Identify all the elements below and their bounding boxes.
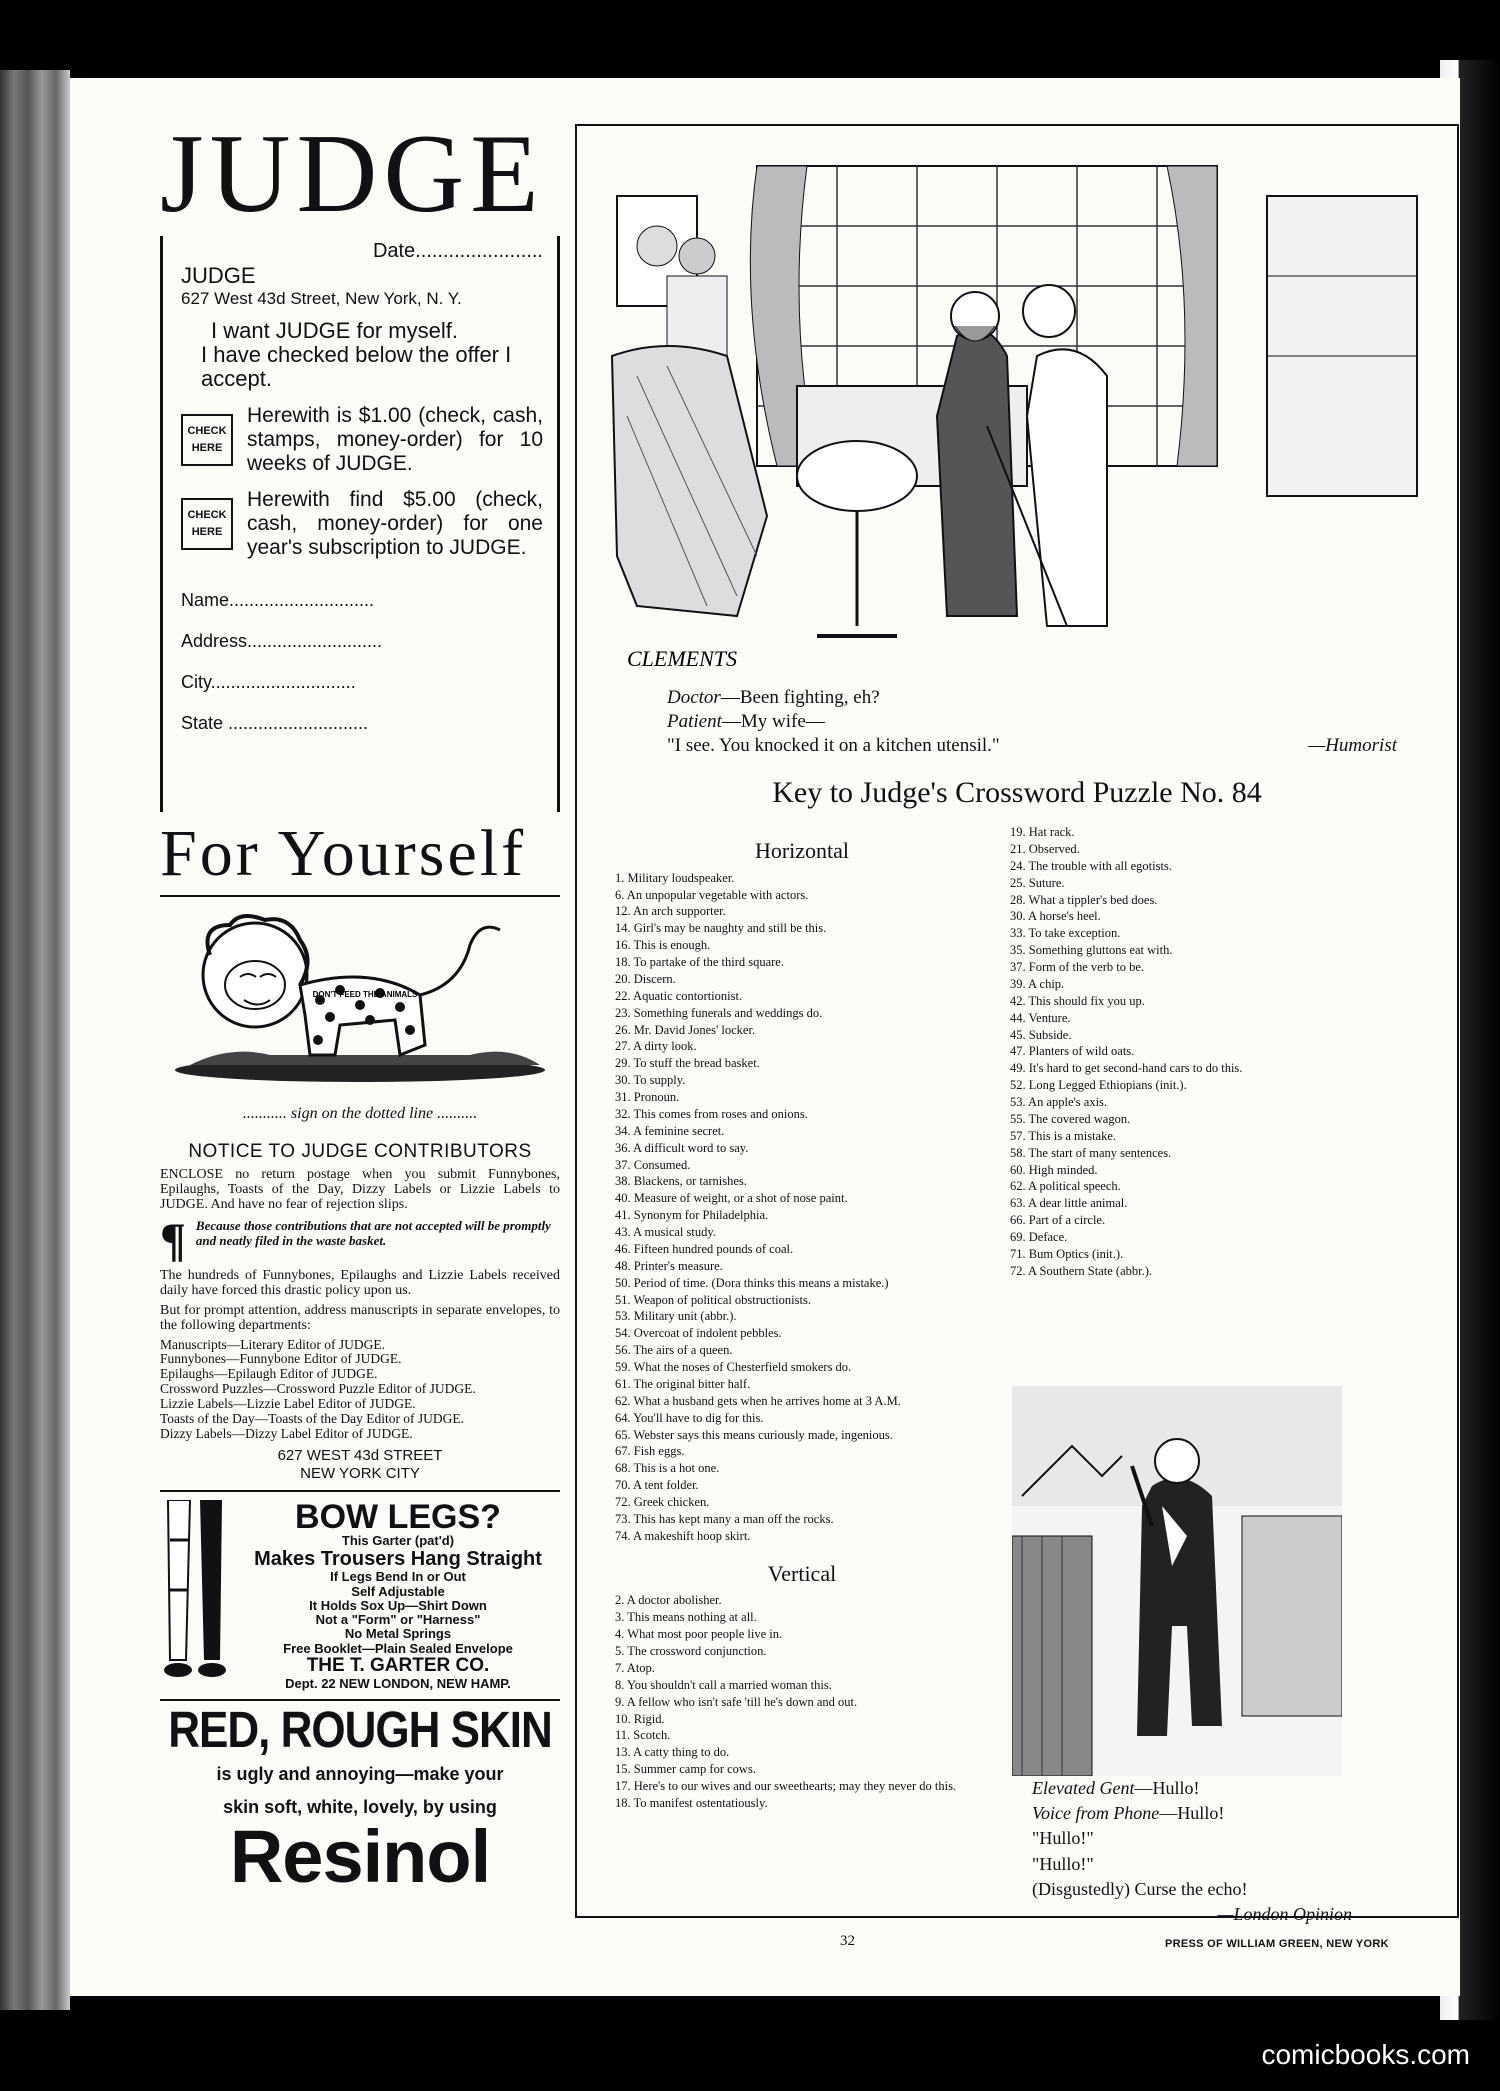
clue-item: 20. Discern. bbox=[615, 971, 676, 986]
clue-item: 38. Blackens, or tarnishes. bbox=[615, 1174, 747, 1189]
clue-item: 16. This is enough. bbox=[615, 938, 711, 953]
clue-item: 72. A Southern State (abbr.). bbox=[1010, 1263, 1152, 1278]
bow-legs-text bbox=[236, 1497, 560, 1691]
legs-illustration bbox=[160, 1500, 230, 1680]
notice-address bbox=[160, 1447, 560, 1482]
clue-item: 29. To stuff the bread basket. bbox=[615, 1056, 760, 1071]
contributors-notice bbox=[160, 1141, 560, 1482]
bow-legs-line: Self Adjustable bbox=[351, 1583, 445, 1599]
coupon-want-line: I want JUDGE for myself. bbox=[211, 318, 458, 343]
clue-item: 12. An arch supporter. bbox=[615, 904, 726, 919]
dept-line: Lizzie Labels—Lizzie Label Editor of JUDGE. bbox=[160, 1395, 416, 1411]
clue-item: 21. Observed. bbox=[1010, 841, 1080, 856]
notice-italic: Because those contributions that are not accepted will be promptly and neatly filed in the waste basket. bbox=[195, 1217, 551, 1248]
clue-item: 61. The original bitter half. bbox=[615, 1376, 751, 1391]
clue-item: 10. Rigid. bbox=[615, 1711, 665, 1726]
clue-item: 41. Synonym for Philadelphia. bbox=[615, 1208, 769, 1223]
name-field[interactable]: Name............................. bbox=[181, 590, 375, 611]
clue-item: 53. Military unit (abbr.). bbox=[615, 1309, 737, 1324]
bow-legs-line: If Legs Bend In or Out bbox=[330, 1569, 466, 1585]
right-column-frame bbox=[575, 124, 1459, 1924]
horizontal-heading: Horizontal bbox=[754, 838, 850, 863]
vertical-clue-list bbox=[617, 1592, 987, 1811]
bow-legs-line: It Holds Sox Up—Shirt Down bbox=[309, 1597, 487, 1613]
phone-cartoon-illustration bbox=[1012, 1386, 1342, 1776]
notice-paragraph: ENCLOSE no return postage when you submit Funnybones, Epilaughs, Toasts of the Day, Dizzy Labels or Lizzie Labels to JUDGE. And have no fear of rejection slips. bbox=[160, 1166, 560, 1213]
clue-item: 42. This should fix you up. bbox=[1010, 993, 1145, 1008]
bow-legs-ad bbox=[160, 1490, 560, 1701]
clue-item: 62. What a husband gets when he arrives home at 3 A.M. bbox=[615, 1393, 901, 1408]
clue-item: 13. A catty thing to do. bbox=[615, 1745, 730, 1760]
dept-line: Crossword Puzzles—Crossword Puzzle Editor of JUDGE. bbox=[160, 1381, 476, 1397]
pilcrow-mark: ¶ bbox=[160, 1213, 186, 1267]
notice-address-city: NEW YORK CITY bbox=[300, 1464, 420, 1482]
subscription-coupon bbox=[160, 236, 560, 812]
clue-item: 11. Scotch. bbox=[615, 1728, 671, 1743]
clue-item: 70. A tent folder. bbox=[615, 1478, 699, 1493]
clue-item: 23. Something funerals and weddings do. bbox=[615, 1005, 823, 1020]
clue-item: 36. A difficult word to say. bbox=[615, 1140, 749, 1155]
caption-source: —London Opinion bbox=[1217, 1903, 1352, 1924]
caption-source: —Humorist bbox=[1308, 734, 1397, 756]
bow-legs-line: Not a "Form" or "Harness" bbox=[315, 1612, 481, 1628]
clue-item: 18. To manifest ostentatiously. bbox=[615, 1795, 768, 1810]
notice-address-street: 627 WEST 43d STREET bbox=[277, 1447, 443, 1465]
caption-line: Doctor—Been fighting, eh? bbox=[667, 687, 880, 708]
doctor-cartoon-illustration bbox=[607, 156, 1427, 686]
dept-line: Manuscripts—Literary Editor of JUDGE. bbox=[160, 1336, 385, 1352]
clue-item: 64. You'll have to dig for this. bbox=[615, 1410, 764, 1425]
site-watermark: comicbooks.com bbox=[1261, 2039, 1470, 2070]
clue-item: 6. An unpopular vegetable with actors. bbox=[615, 887, 809, 902]
notice-paragraph: But for prompt attention, address manuscripts in separate envelopes, to the following departments: bbox=[160, 1302, 560, 1334]
clue-item: 44. Venture. bbox=[1010, 1010, 1071, 1025]
clue-item: 7. Atop. bbox=[615, 1660, 655, 1675]
clue-item: 40. Measure of weight, or a shot of nose paint. bbox=[615, 1191, 848, 1206]
clue-item: 52. Long Legged Ethiopians (init.). bbox=[1010, 1078, 1187, 1093]
clue-item: 67. Fish eggs. bbox=[615, 1444, 685, 1459]
clue-item: 69. Deface. bbox=[1010, 1230, 1068, 1244]
dept-line: Funnybones—Funnybone Editor of JUDGE. bbox=[160, 1351, 402, 1367]
bow-legs-line: This Garter (pat'd) bbox=[341, 1532, 455, 1548]
dotted-line-caption: ........... sign on the dotted line .......... bbox=[242, 1104, 478, 1122]
bow-legs-line: No Metal Springs bbox=[344, 1626, 452, 1642]
caption-line: Patient—My wife— bbox=[667, 710, 825, 732]
dept-line: Epilaughs—Epilaugh Editor of JUDGE. bbox=[160, 1366, 378, 1382]
clue-item: 24. The trouble with all egotists. bbox=[1010, 858, 1172, 873]
clue-item: 3. This means nothing at all. bbox=[615, 1610, 757, 1625]
horizontal-clue-list-continued bbox=[1012, 824, 1412, 1280]
clue-item: 1. Military loudspeaker. bbox=[615, 870, 735, 885]
caption-line: Elevated Gent—Hullo! bbox=[1032, 1778, 1200, 1798]
lion-sign: DON'T FEED THE ANIMALS bbox=[312, 989, 418, 999]
address-field[interactable]: Address........................... bbox=[181, 631, 383, 652]
clue-item: 25. Suture. bbox=[1010, 875, 1065, 890]
resinol-line: skin soft, white, lovely, by using bbox=[223, 1796, 497, 1817]
phone-cartoon-caption bbox=[1032, 1776, 1352, 1927]
clue-item: 19. Hat rack. bbox=[1010, 825, 1075, 839]
horizontal-clue-list bbox=[617, 870, 987, 1545]
left-column bbox=[160, 112, 560, 1899]
clue-item: 58. The start of many sentences. bbox=[1010, 1145, 1172, 1160]
clue-item: 2. A doctor abolisher. bbox=[615, 1593, 722, 1608]
clue-item: 51. Weapon of political obstructionists. bbox=[615, 1292, 811, 1307]
clue-item: 4. What most poor people live in. bbox=[615, 1627, 783, 1642]
clue-item: 55. The covered wagon. bbox=[1010, 1111, 1131, 1126]
for-yourself-heading: For Yourself bbox=[160, 818, 560, 897]
clue-item: 72. Greek chicken. bbox=[615, 1495, 710, 1510]
clue-item: 9. A fellow who isn't safe 'till he's down and out. bbox=[615, 1694, 858, 1709]
clue-item: 33. To take exception. bbox=[1010, 926, 1121, 941]
clue-item: 56. The airs of a queen. bbox=[615, 1343, 733, 1358]
city-field[interactable]: City............................. bbox=[181, 672, 356, 693]
notice-paragraph: The hundreds of Funnybones, Epilaughs and Lizzie Labels received daily have forced this drastic policy upon us. bbox=[160, 1267, 560, 1299]
offer-one-year-text: Herewith find $5.00 (check, cash, money-order) for one year's subscription to JUDGE. bbox=[247, 487, 543, 560]
clue-item: 5. The crossword conjunction. bbox=[615, 1644, 767, 1658]
cartoon-signature: CLEMENTS bbox=[627, 646, 738, 671]
masthead: JUDGE bbox=[160, 112, 545, 236]
offer-ten-weeks-text: Herewith is $1.00 (check, cash, stamps, money-order) for 10 weeks of JUDGE. bbox=[247, 403, 543, 475]
magazine-page bbox=[70, 78, 1460, 1996]
clue-item: 74. A makeshift hoop skirt. bbox=[615, 1528, 751, 1543]
page-number: 32 bbox=[840, 1933, 855, 1949]
printer-credit: PRESS OF WILLIAM GREEN, NEW YORK bbox=[1165, 1938, 1389, 1950]
caption-line: Voice from Phone—Hullo! bbox=[1032, 1803, 1225, 1824]
resinol-ad bbox=[160, 1702, 560, 1899]
clue-item: 14. Girl's may be naughty and still be this. bbox=[615, 921, 827, 936]
caption-line: "Hullo!" bbox=[1032, 1828, 1094, 1849]
bow-legs-address: Dept. 22 NEW LONDON, NEW HAMP. bbox=[285, 1675, 511, 1691]
clue-item: 34. A feminine secret. bbox=[615, 1123, 725, 1138]
coupon-address-street: 627 West 43d Street, New York, N. Y. bbox=[181, 289, 462, 308]
crossword-key-title: Key to Judge's Crossword Puzzle No. 84 bbox=[772, 776, 1262, 809]
coupon-address-name: JUDGE bbox=[181, 263, 256, 288]
book-spine-edge bbox=[0, 70, 70, 2010]
notice-title: NOTICE TO JUDGE CONTRIBUTORS bbox=[188, 1140, 532, 1162]
coupon-fields bbox=[181, 590, 543, 734]
clue-item: 30. To supply. bbox=[615, 1073, 686, 1088]
lion-illustration bbox=[170, 905, 550, 1085]
clue-item: 32. This comes from roses and onions. bbox=[615, 1106, 808, 1121]
clue-item: 18. To partake of the third square. bbox=[615, 955, 784, 970]
dept-line: Dizzy Labels—Dizzy Label Editor of JUDGE. bbox=[160, 1425, 413, 1441]
clue-item: 57. This is a mistake. bbox=[1010, 1128, 1117, 1143]
caption-punchline-row bbox=[667, 734, 1397, 758]
clue-item: 65. Webster says this means curiously made, ingenious. bbox=[615, 1427, 893, 1442]
notice-pilcrow-block bbox=[160, 1213, 560, 1267]
dept-line: Toasts of the Day—Toasts of the Day Editor of JUDGE. bbox=[160, 1410, 465, 1426]
clue-item: 60. High minded. bbox=[1010, 1162, 1098, 1177]
clue-item: 30. A horse's heel. bbox=[1010, 909, 1101, 924]
clue-item: 71. Bum Optics (init.). bbox=[1010, 1246, 1124, 1261]
resinol-headline: RED, ROUGH SKIN bbox=[168, 1702, 552, 1759]
clue-item: 43. A musical study. bbox=[615, 1225, 716, 1240]
clue-item: 46. Fifteen hundred pounds of coal. bbox=[615, 1241, 794, 1256]
clue-item: 48. Printer's measure. bbox=[615, 1258, 723, 1273]
clue-item: 37. Form of the verb to be. bbox=[1010, 960, 1145, 974]
check-here-box[interactable]: CHECK HERE bbox=[181, 498, 233, 550]
bow-legs-line: Makes Trousers Hang Straight bbox=[254, 1548, 542, 1571]
resinol-brand: Resinol bbox=[229, 1815, 491, 1899]
crossword-key-left-column bbox=[617, 836, 987, 1812]
offer-ten-weeks bbox=[181, 404, 543, 476]
clue-item: 35. Something gluttons eat with. bbox=[1010, 943, 1173, 958]
bow-legs-company: THE T. GARTER CO. bbox=[306, 1655, 490, 1676]
clue-item: 73. This has kept many a man off the rocks. bbox=[615, 1511, 834, 1526]
clue-item: 27. A dirty look. bbox=[615, 1039, 697, 1054]
clue-item: 31. Pronoun. bbox=[615, 1090, 680, 1105]
clue-item: 8. You shouldn't call a married woman this. bbox=[615, 1677, 832, 1692]
clue-item: 49. It's hard to get second-hand cars to do this. bbox=[1010, 1061, 1243, 1076]
clue-item: 63. A dear little animal. bbox=[1010, 1196, 1128, 1211]
clue-item: 47. Planters of wild oats. bbox=[1010, 1044, 1135, 1059]
bow-legs-line: Free Booklet—Plain Sealed Envelope bbox=[283, 1640, 513, 1656]
coupon-instruction: I have checked below the offer I accept. bbox=[201, 342, 512, 392]
clue-item: 22. Aquatic contortionist. bbox=[615, 988, 743, 1003]
clue-item: 15. Summer camp for cows. bbox=[615, 1762, 756, 1777]
clue-item: 68. This is a hot one. bbox=[615, 1461, 720, 1476]
clue-item: 50. Period of time. (Dora thinks this means a mistake.) bbox=[615, 1275, 889, 1290]
clue-item: 28. What a tippler's bed does. bbox=[1010, 892, 1158, 907]
check-here-box[interactable]: CHECK HERE bbox=[181, 414, 233, 466]
resinol-line: is ugly and annoying—make your bbox=[216, 1764, 504, 1785]
caption-line: "Hullo!" bbox=[1032, 1853, 1094, 1874]
clue-item: 66. Part of a circle. bbox=[1010, 1213, 1106, 1228]
clue-item: 54. Overcoat of indolent pebbles. bbox=[615, 1326, 782, 1341]
clue-item: 45. Subside. bbox=[1010, 1027, 1072, 1042]
doctor-cartoon-caption bbox=[667, 686, 1397, 757]
clue-item: 39. A chip. bbox=[1010, 976, 1065, 991]
clue-item: 17. Here's to our wives and our sweethearts; may they never do this. bbox=[615, 1779, 957, 1793]
clue-item: 62. A political speech. bbox=[1010, 1179, 1121, 1194]
state-field[interactable]: State ............................ bbox=[181, 713, 369, 734]
caption-punchline: "I see. You knocked it on a kitchen utensil." bbox=[667, 734, 1000, 756]
clue-item: 26. Mr. David Jones' locker. bbox=[615, 1022, 756, 1037]
clue-item: 59. What the noses of Chesterfield smokers do. bbox=[615, 1360, 852, 1375]
bow-legs-headline: BOW LEGS? bbox=[295, 1497, 501, 1536]
clue-item: 53. An apple's axis. bbox=[1010, 1095, 1108, 1109]
date-field[interactable]: Date....................... bbox=[372, 240, 543, 262]
clue-item: 37. Consumed. bbox=[615, 1157, 691, 1172]
vertical-heading: Vertical bbox=[767, 1560, 837, 1586]
offer-one-year bbox=[181, 488, 543, 560]
crossword-key-right-column bbox=[1012, 824, 1412, 1280]
caption-line: (Disgustedly) Curse the echo! bbox=[1032, 1878, 1248, 1899]
